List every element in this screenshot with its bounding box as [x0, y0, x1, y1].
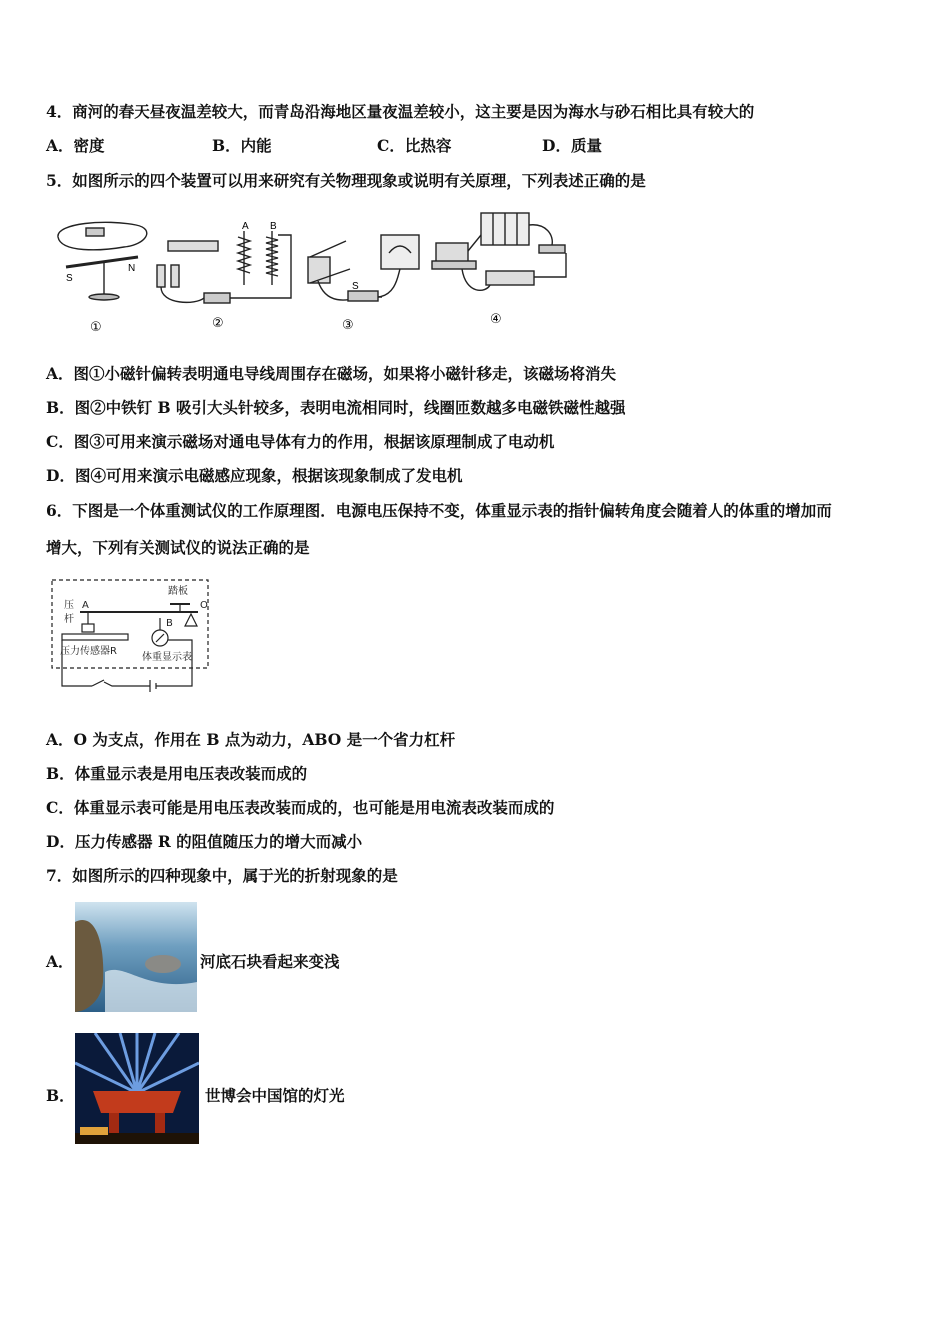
- river-stone-photo: [75, 902, 197, 1012]
- q4-option-c: C．比热容: [377, 136, 452, 155]
- q5-option-a: A．图①小磁针偏转表明通电导线周围存在磁场，如果将小磁针移走，该磁场将消失: [46, 364, 617, 383]
- q6-circuit-figure: [50, 574, 212, 698]
- q6-option-d: D．压力传感器 R 的阻值随压力的增大而减小: [46, 832, 363, 851]
- q5-option-c: C．图③可用来演示磁场对通电导体有力的作用，根据该原理制成了电动机: [46, 432, 555, 451]
- fig-a-label: A: [82, 600, 89, 611]
- q6-option-c: C．体重显示表可能是用电压表改装而成的，也可能是用电流表改装而成的: [46, 798, 555, 817]
- figure-label-4: ④: [490, 312, 502, 327]
- fig-o-label: O: [200, 600, 208, 611]
- q7-option-a-label: A．: [46, 952, 74, 971]
- q5-figure: [46, 205, 586, 340]
- figure-label-1: ①: [90, 320, 102, 335]
- q4-option-d: D．质量: [542, 136, 602, 155]
- fig-s-letter-1: S: [66, 273, 73, 284]
- fig-press-label: 压: [64, 600, 74, 611]
- china-pavilion-photo: [75, 1033, 199, 1144]
- q6-stem-line1: 6．下图是一个体重测试仪的工作原理图．电源电压保持不变，体重显示表的指针偏转角度会随着人的体重的增加而: [46, 501, 832, 520]
- q7-option-b-text: 世博会中国馆的灯光: [205, 1086, 345, 1105]
- fig-pedal-label: 踏板: [168, 586, 188, 597]
- q5-stem: 5．如图所示的四个装置可以用来研究有关物理现象或说明有关原理，下列表述正确的是: [46, 171, 646, 190]
- q6-option-a: A．O 为支点，作用在 B 点为动力，ABO 是一个省力杠杆: [46, 730, 456, 749]
- q7-stem: 7．如图所示的四种现象中，属于光的折射现象的是: [46, 866, 398, 885]
- q4-option-a: A．密度: [46, 136, 105, 155]
- q6-option-b: B．体重显示表是用电压表改装而成的: [46, 764, 308, 783]
- q4-stem: 4．商河的春天昼夜温差较大，而青岛沿海地区量夜温差较小，这主要是因为海水与砂石相比具有较大的: [46, 102, 755, 121]
- fig-a-letter: A: [242, 221, 249, 232]
- fig-sensor-label: 压力传感器R: [60, 646, 117, 657]
- q7-option-a-text: 河底石块看起来变浅: [200, 952, 340, 971]
- q6-stem-line2: 增大，下列有关测试仪的说法正确的是: [46, 538, 310, 557]
- q5-option-b: B．图②中铁钉 B 吸引大头针较多，表明电流相同时，线圈匝数越多电磁铁磁性越强: [46, 398, 626, 417]
- fig-b-label: B: [166, 618, 173, 629]
- fig-n-letter: N: [128, 263, 136, 274]
- fig-s-letter-2: S: [352, 281, 359, 292]
- q4-option-b: B．内能: [212, 136, 272, 155]
- q7-option-b-label: B．: [46, 1086, 75, 1105]
- q5-option-d: D．图④可用来演示电磁感应现象，根据该现象制成了发电机: [46, 466, 463, 485]
- figure-label-3: ③: [342, 318, 354, 333]
- figure-label-2: ②: [212, 316, 224, 331]
- fig-b-letter: B: [270, 221, 277, 232]
- fig-meter-label: 体重显示表: [142, 652, 192, 663]
- fig-rod-label: 杆: [64, 614, 74, 625]
